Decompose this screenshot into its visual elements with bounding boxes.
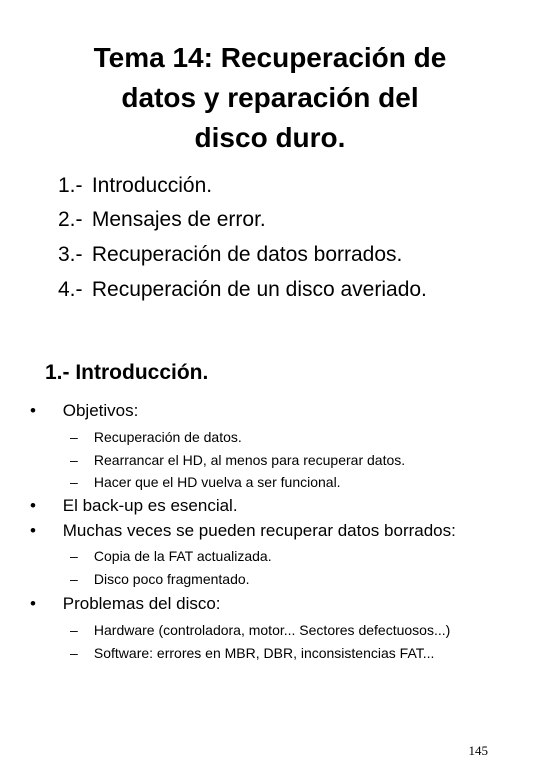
bullet-text: Muchas veces se pueden recuperar datos borrados: (62, 521, 456, 540)
toc-number: 2.- (58, 208, 83, 231)
sub-text: Disco poco fragmentado. (93, 571, 250, 587)
bullet-icon: • (30, 594, 36, 613)
dash-icon: – (70, 452, 78, 468)
sub-text: Rearrancar el HD, al menos para recuperar datos. (93, 452, 406, 468)
toc-item (58, 242, 402, 268)
toc-item (58, 173, 212, 199)
dash-icon: – (70, 645, 78, 661)
dash-icon: – (70, 474, 78, 490)
toc-item (58, 277, 427, 303)
dash-icon: – (70, 571, 78, 587)
page-title (0, 38, 540, 158)
sub-item (70, 643, 434, 663)
sub-text: Hacer que el HD vuelva a ser funcional. (93, 474, 341, 490)
toc-number: 4.- (58, 278, 83, 301)
bullet-icon: • (30, 521, 36, 540)
sub-item (70, 427, 242, 447)
sub-item (70, 620, 450, 640)
sub-item (70, 569, 250, 589)
toc-text: Recuperación de datos borrados. (91, 243, 403, 266)
sub-text: Software: errores en MBR, DBR, inconsistencias FAT... (93, 645, 435, 661)
bullet-icon: • (30, 401, 36, 420)
toc-text: Recuperación de un disco averiado. (91, 278, 427, 301)
dash-icon: – (70, 429, 78, 445)
sub-item (70, 450, 405, 470)
toc-number: 1.- (58, 174, 83, 197)
page-number: 145 (468, 743, 488, 758)
toc-text: Mensajes de error. (91, 208, 266, 231)
bullet-text: Problemas del disco: (62, 594, 221, 613)
bullet-text: El back-up es esencial. (62, 496, 238, 515)
sub-item (70, 546, 272, 566)
bullet-item (30, 520, 456, 542)
bullet-icon: • (30, 496, 36, 515)
sub-text: Hardware (controladora, motor... Sectores defectuosos...) (93, 622, 451, 638)
title-line: Tema 14: Recuperación de (93, 42, 447, 73)
dash-icon: – (70, 622, 78, 638)
bullet-item (30, 400, 138, 422)
title-line: disco duro. (194, 122, 346, 153)
title-line: datos y reparación del (121, 82, 419, 113)
sub-text: Recuperación de datos. (93, 429, 242, 445)
bullet-text: Objetivos: (62, 401, 139, 420)
toc-number: 3.- (58, 243, 83, 266)
toc-text: Introducción. (91, 174, 213, 197)
toc-item (58, 207, 266, 233)
bullet-item (30, 495, 238, 517)
sub-text: Copia de la FAT actualizada. (93, 548, 272, 564)
dash-icon: – (70, 548, 78, 564)
bullet-item (30, 593, 221, 615)
section-heading: 1.- Introducción. (45, 361, 209, 384)
sub-item (70, 472, 341, 492)
